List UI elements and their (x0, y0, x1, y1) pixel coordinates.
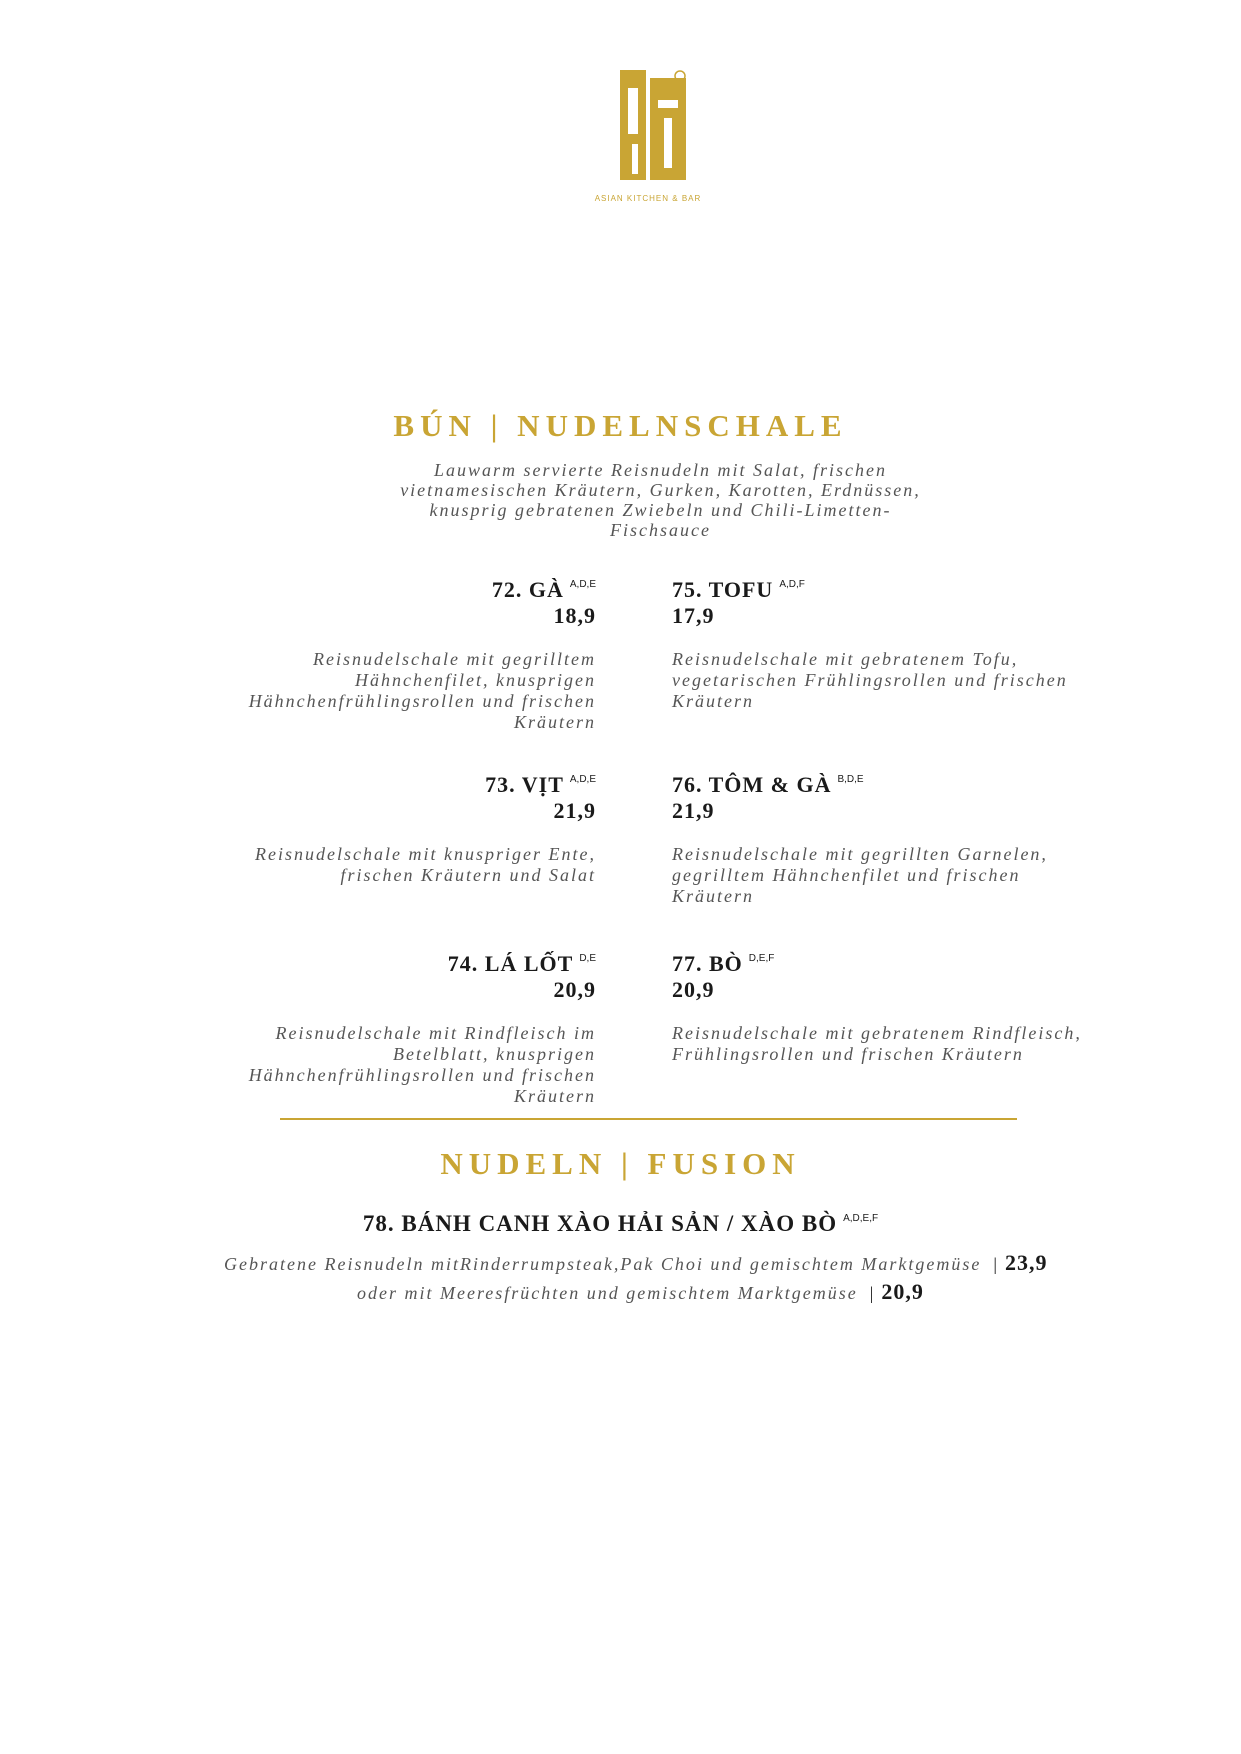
item-description: Reisnudelschale mit gegrilltem Hähnchenfilet, knusprigen Hähnchenfrühlingsrollen und frischen Kräutern (248, 649, 596, 732)
item-title (176, 572, 596, 603)
item-title (672, 946, 1092, 977)
menu-item-77 (672, 946, 1092, 1065)
menu-item-75 (672, 572, 1092, 712)
brand-logo (620, 70, 686, 180)
allergen-codes: D,E,F (748, 953, 775, 964)
item-description: Reisnudelschale mit knuspriger Ente, frischen Kräutern und Salat (255, 844, 596, 885)
item-price: 17,9 (672, 603, 715, 628)
menu-item-76 (672, 767, 1092, 907)
option-price: 23,9 (1004, 1250, 1048, 1275)
option-description: oder mit Meeresfrüchten und gemischtem Marktgemüse (357, 1283, 858, 1303)
item-name: 72. GÀ (491, 577, 564, 602)
item-name: 75. TOFU (672, 577, 774, 602)
fusion-option-rinderrumpsteak (224, 1250, 1047, 1276)
item-price: 20,9 (553, 977, 596, 1002)
item-title (176, 767, 596, 798)
item-title (672, 767, 1092, 798)
allergen-codes: A,D,E,F (843, 1213, 879, 1224)
item-price: 20,9 (672, 977, 715, 1002)
item-price: 21,9 (672, 798, 715, 823)
menu-item-74 (176, 946, 596, 1107)
item-price: 21,9 (553, 798, 596, 823)
item-name: 78. BÁNH CANH XÀO HẢI SẢN / XÀO BÒ (362, 1211, 838, 1236)
section-title-fusion: NUDELN | FUSION (440, 1146, 801, 1181)
brand-tagline: ASIAN KITCHEN & BAR (594, 194, 702, 203)
item-name: 74. LÁ LỐT (447, 951, 574, 976)
menu-item-78 (0, 1211, 1241, 1237)
item-description: Reisnudelschale mit gebratenem Tofu, vegetarischen Frühlingsrollen und frischen Kräutern (672, 649, 1068, 711)
menu-item-73 (176, 767, 596, 886)
item-description: Reisnudelschale mit gebratenem Rindfleisch, Frühlingsrollen und frischen Kräutern (672, 1023, 1082, 1064)
allergen-codes: B,D,E (837, 774, 864, 785)
item-price: 18,9 (553, 603, 596, 628)
price-separator: | (869, 1283, 876, 1303)
section-divider (280, 1118, 1017, 1120)
fusion-option-meeresfruechte (357, 1279, 924, 1305)
allergen-codes: D,E (579, 953, 596, 964)
item-title (176, 946, 596, 977)
price-separator: | (993, 1254, 999, 1274)
option-price: 20,9 (881, 1279, 924, 1304)
section-intro-bun: Lauwarm servierte Reisnudeln mit Salat, frischen vietnamesischen Kräutern, Gurken, Karotten, Erdnüssen, knusprig gebratenen Zwiebeln und Chili-Limetten-Fischsauce (400, 460, 921, 540)
item-name: 73. VỊT (485, 772, 564, 797)
item-description: Reisnudelschale mit gegrillten Garnelen, gegrilltem Hähnchenfilet und frischen Kräutern (672, 844, 1048, 906)
allergen-codes: A,D,E (569, 774, 596, 785)
item-description: Reisnudelschale mit Rindfleisch im Betelblatt, knusprigen Hähnchenfrühlingsrollen und frischen Kräutern (248, 1023, 596, 1106)
section-title-bun: BÚN | NUDELNSCHALE (393, 408, 848, 443)
menu-item-72 (176, 572, 596, 733)
option-description: Gebratene Reisnudeln mitRinderrumpsteak,Pak Choi und gemischtem Marktgemüse (224, 1254, 982, 1274)
item-title (672, 572, 1092, 603)
item-name: 76. TÔM & GÀ (672, 772, 832, 797)
item-name: 77. BÒ (672, 951, 743, 976)
allergen-codes: A,D,E (569, 579, 596, 590)
allergen-codes: A,D,F (779, 579, 805, 590)
